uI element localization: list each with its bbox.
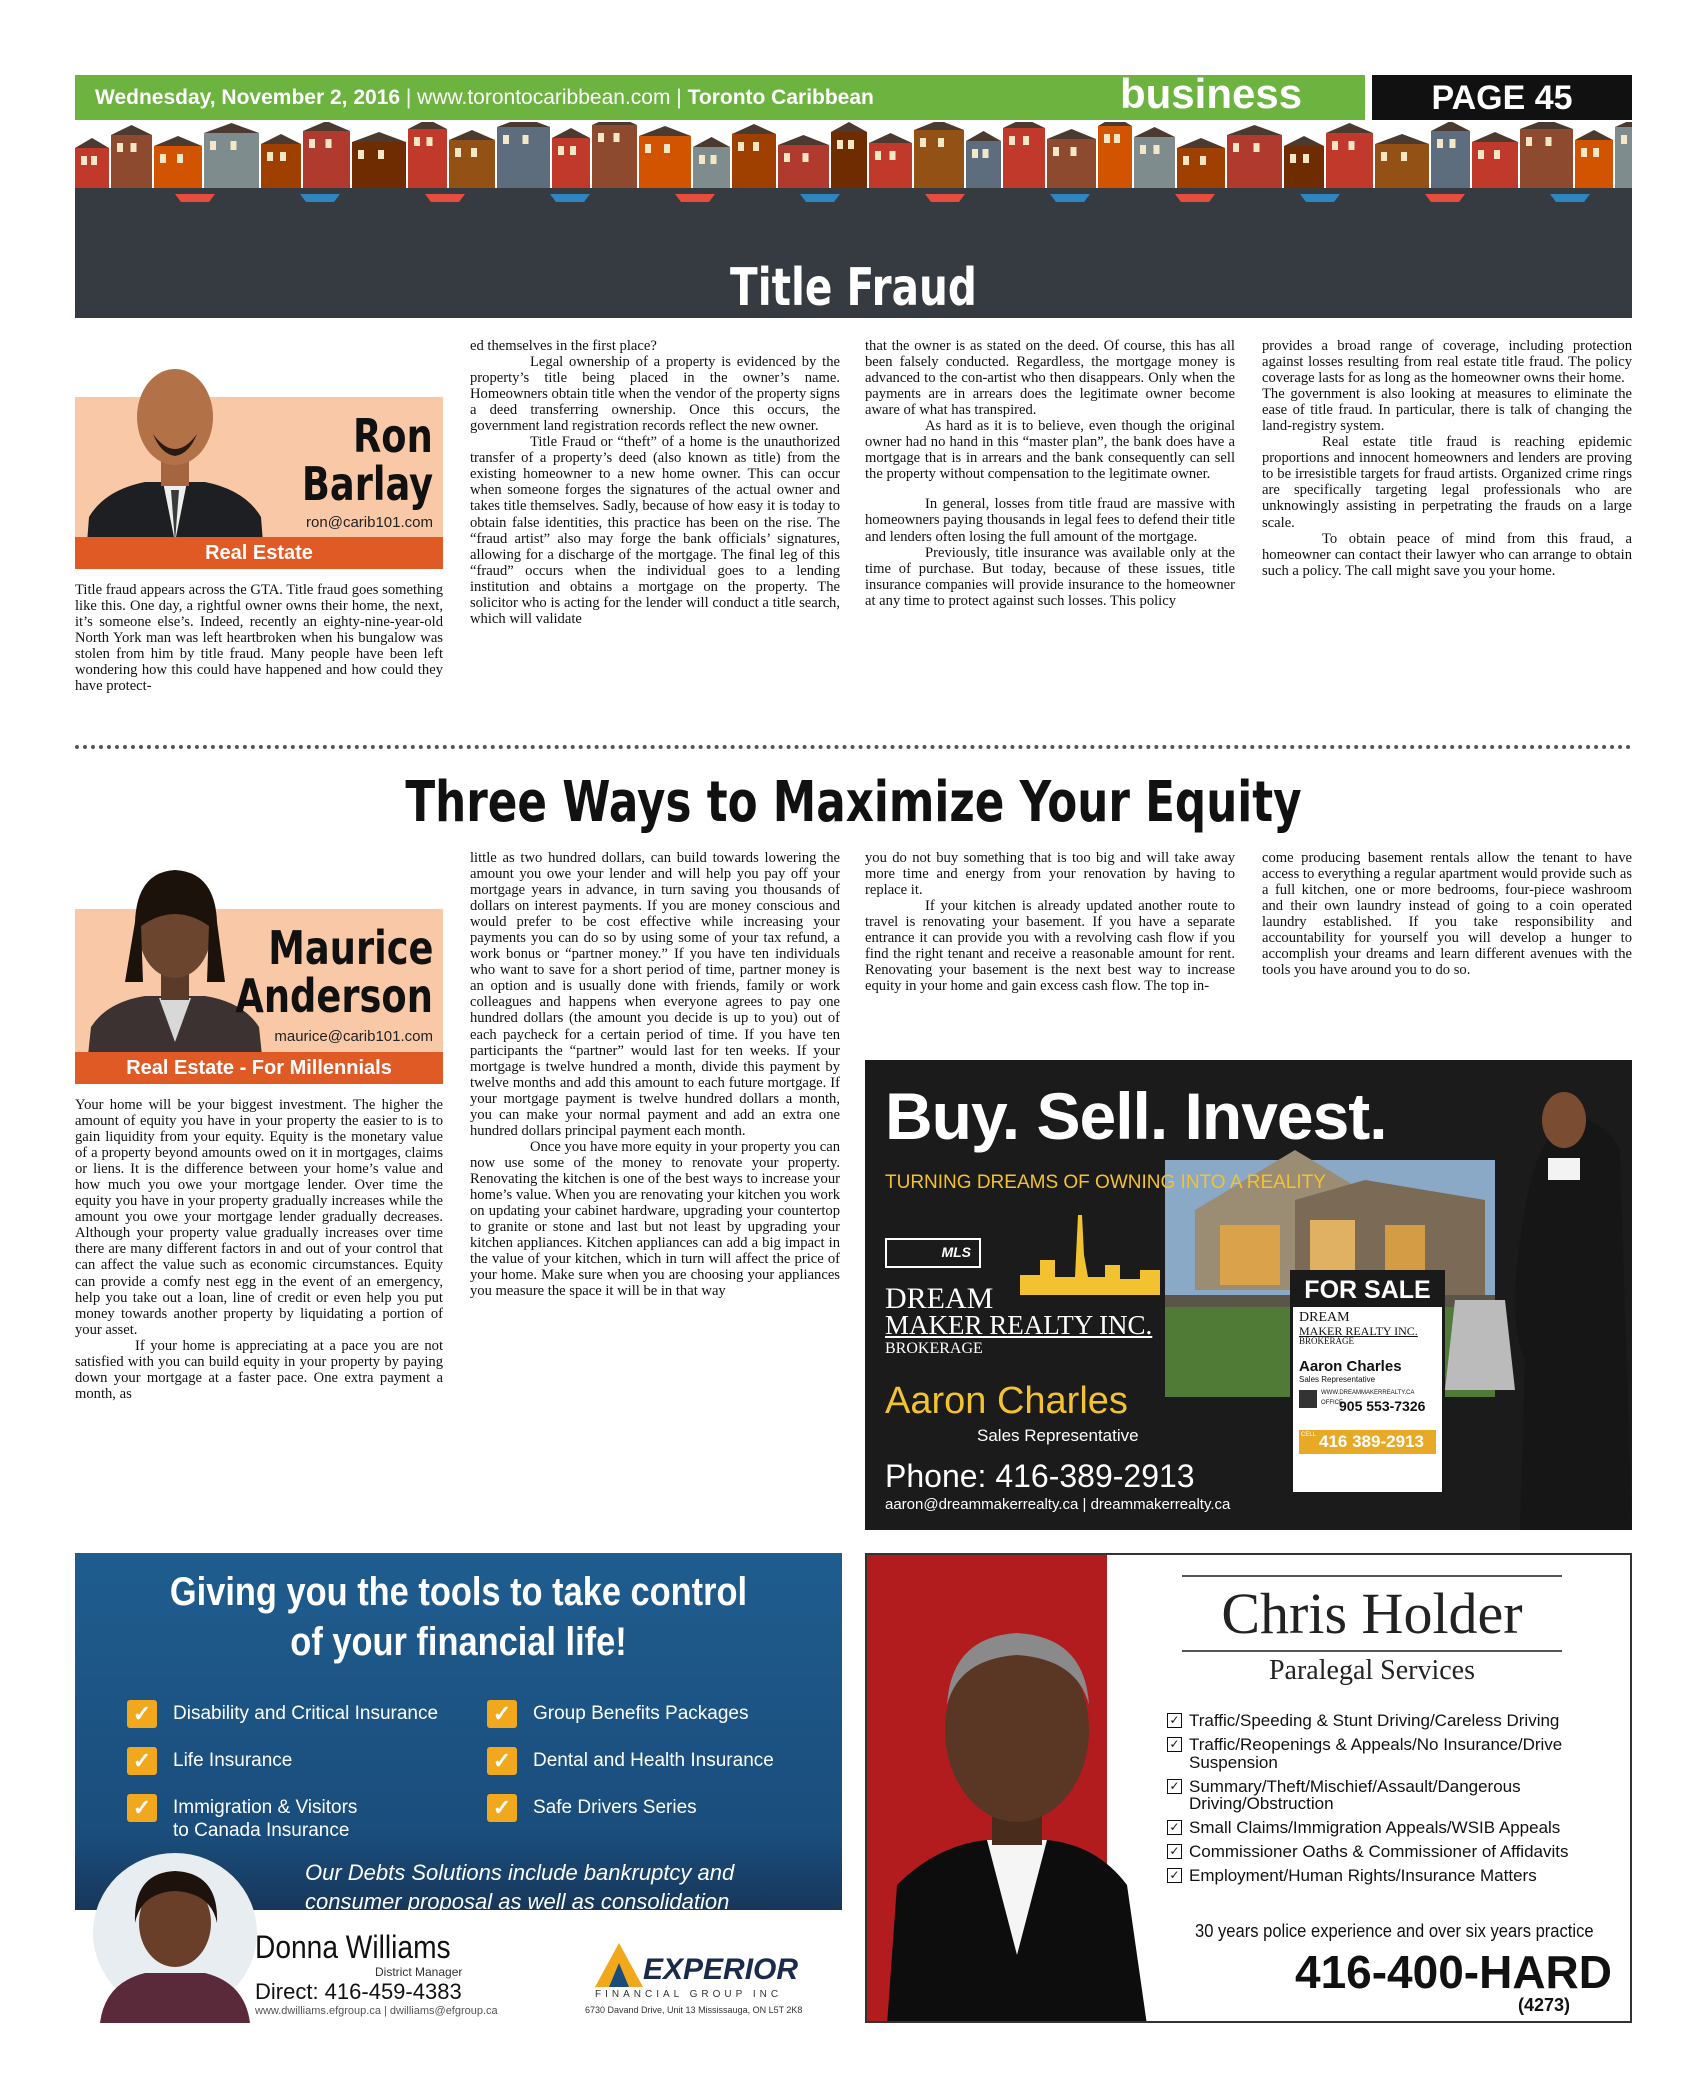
paragraph: provides a broad range of coverage, including protection against losses resulting from real estate title fraud. The policy coverage lasts for as long as the homeowner owns their home.	[1262, 338, 1632, 387]
agent-title: District Manager	[375, 1965, 463, 1979]
paragraph: In general, losses from title fraud are massive with homeowners paying thousands in legal fees to defend their title and lenders often losing the full amount of the mortgage.	[865, 496, 1235, 545]
mls-logo: MLS	[885, 1238, 981, 1268]
paragraph: If your home is appreciating at a pace you are not satisfied with you can build equity in your property by paying down your mortgage at a faster pace. One extra payment a month, as	[75, 1337, 443, 1402]
author-category-tag: Real Estate	[75, 537, 443, 569]
paragraph: Title fraud appears across the GTA. Title fraud goes something like this. One day, a rightful owner owns their home, the next, it’s someone else’s. Indeed, recently an eighty-nine-year-old North York man was left heartbroken when his bungalow was stolen from him by title fraud. Many people have been left wondering how this could have happened and how could they have protect-	[75, 582, 443, 695]
author-last-name: Anderson	[235, 969, 433, 1023]
author-email[interactable]: maurice@carib101.com	[274, 1028, 433, 1045]
paragraph: that the owner is as stated on the deed. Of course, this has all been falsely conducted. Regardless, the mortgage money is advanced to the con-artist who then disappears. Only when the payments are in arrears does the legitimate owner become aware of what has transpired.	[865, 338, 1235, 419]
article-title-maximize-equity: Three Ways to Maximize Your Equity	[405, 770, 1302, 835]
check-icon: ✓	[127, 1700, 157, 1728]
experience-line: 30 years police experience and over six years practice	[1195, 1921, 1594, 1941]
paragraph: ed themselves in the first place?	[470, 338, 657, 354]
agent-phone[interactable]: Phone: 416-389-2913	[885, 1458, 1195, 1494]
financial-services-advertisement[interactable]	[75, 1553, 842, 2023]
paragraph: Legal ownership of a property is evidenced by the property’s title being placed in the owner’s name. Homeowners obtain title when the vendor of the property signs a deed transferring ownership. Once this occurs, the government land registration records reflect the new owner.	[470, 354, 840, 435]
realty-advertisement[interactable]	[865, 1060, 1632, 1530]
author-first-name: Ron	[353, 409, 433, 463]
section-divider	[75, 745, 1632, 749]
for-sale-sign	[1290, 1270, 1445, 1495]
check-icon: ✓	[487, 1794, 517, 1822]
paragraph: Once you have more equity in your property you can now use some of the money to renovate your property. Renovating the kitchen is one of the best ways to increase your home’s value. When you are renovating your kitchen you work on updating your cabinet hardware, upgrading your countertop to granite or stone and last but not least by upgrading your kitchen appliances. Kitchen appliances can add a big impact in the value of your kitchen, which in turn will affect the price of your home. Make sure when you are choosing your appliances you measure the space it will be in that way	[470, 1138, 840, 1300]
sign-cell-phone: 416 389-2913	[1319, 1432, 1424, 1451]
author-last-name: Barlay	[301, 457, 433, 511]
agent-contact[interactable]: aaron@dreammakerrealty.ca | dreammakerrealty.ca	[885, 1496, 1231, 1513]
article-title-title-fraud: Title Fraud	[730, 258, 977, 318]
brand-subtitle: FINANCIAL GROUP INC	[595, 1989, 783, 2000]
author-email[interactable]: ron@carib101.com	[306, 514, 433, 531]
paragraph: The government is also looking at measures to eliminate the ease of title fraud. In particular, there is talk of changing the land-registry system.	[1262, 386, 1632, 435]
checkbox-icon: ✓	[1167, 1820, 1182, 1835]
service-item: ✓ Life Insurance	[127, 1747, 157, 1775]
publication-name: Toronto Caribbean	[687, 86, 874, 109]
qr-code-icon	[1299, 1390, 1317, 1408]
check-icon: ✓	[127, 1747, 157, 1775]
service-item: ✓ Traffic/Speeding & Stunt Driving/Careless Driving	[1167, 1712, 1607, 1730]
service-item: ✓ Summary/Theft/Mischief/Assault/Dangerous Driving/Obstruction	[1167, 1778, 1607, 1814]
debt-solutions-line-1: Our Debts Solutions include bankruptcy and	[305, 1860, 735, 1885]
article1-column-3	[865, 338, 1235, 609]
sign-company-2: MAKER REALTY INC.	[1299, 1324, 1418, 1338]
sign-agent: Aaron Charles	[1299, 1358, 1402, 1375]
service-item: ✓ Immigration & Visitors to Canada Insurance	[127, 1794, 157, 1822]
paralegal-phone-digits: (4273)	[1517, 1995, 1570, 2015]
agent-direct-phone[interactable]: Direct: 416-459-4383	[255, 1979, 462, 2004]
checkbox-icon: ✓	[1167, 1844, 1182, 1859]
check-icon: ✓	[127, 1794, 157, 1822]
service-item: ✓ Disability and Critical Insurance	[127, 1700, 157, 1728]
header-dateline: Wednesday, November 2, 2016 | www.torontocaribbean.com | Toronto Caribbean	[95, 86, 874, 109]
sign-company-3: BROKERAGE	[1299, 1336, 1355, 1346]
author-photo-maurice	[75, 852, 443, 1084]
company-name-line3: BROKERAGE	[885, 1340, 983, 1357]
sign-website: WWW.DREAMMAKERREALTY.CA	[1321, 1390, 1415, 1396]
author-first-name: Maurice	[267, 921, 433, 975]
paragraph: Your home will be your biggest investment. The higher the amount of equity you have in your property the easier to is to gain liquidity from your equity. Equity is the monetary value of a property beyond amounts owed on it in mortgages, claims or liens. It is the difference between your home’s value and how much you owe your mortgage lender. Over time the equity you have in your property gradually increases while the amount you owe your mortgage lender gradually decreases. Although your property value gradually increases over time there are many different factors in and out of your control that can affect the value such as economic circumstances. Equity can provide a comfy nest egg in the event of an emergency, help you take out a loan, line of credit or even help you put money towards another property by liquidating a portion of your asset.	[75, 1097, 443, 1338]
maurice-portrait	[75, 852, 275, 1084]
author-photo-ron	[75, 342, 443, 569]
checkbox-icon: ✓	[1167, 1868, 1182, 1883]
paragraph: you do not buy something that is too big and will take away more time and energy from your renovation by having to replace it.	[865, 850, 1235, 899]
service-item: ✓ Employment/Human Rights/Insurance Matters	[1167, 1867, 1607, 1885]
service-item: ✓ Commissioner Oaths & Commissioner of Affidavits	[1167, 1843, 1607, 1861]
paragraph: Real estate title fraud is reaching epidemic proportions and innocent homeowners and lenders are proving to be irresistible targets for fraud artists. Organized crime rings are specifically targeting legal professionals who are unknowingly assisting in perpetrating the frauds on a large scale.	[1262, 434, 1632, 531]
checkbox-icon: ✓	[1167, 1737, 1182, 1752]
article2-column-3	[865, 850, 1235, 994]
agent-name: Donna Williams	[255, 1929, 451, 1965]
section-name: business	[1120, 70, 1303, 117]
sign-role: Sales Representative	[1299, 1375, 1376, 1384]
article2-column-2	[470, 850, 840, 1299]
paragraph: As hard as it is to believe, even though the original owner had no hand in this “master plan”, the bank does have a mortgage that is in arrears and the bank consequently can sell the property without compensation to the legitimate owner.	[865, 418, 1235, 483]
chris-holder-portrait	[867, 1555, 1167, 2023]
toronto-skyline-logo	[1020, 1215, 1160, 1295]
article1-column-1	[75, 582, 443, 694]
checkbox-icon: ✓	[1167, 1713, 1182, 1728]
paragraph: come producing basement rentals allow the tenant to have access to everything a regular apartment would provide such as a full kitchen, one or more bedrooms, four-piece washroom and their own laundry instead of going to a coin operated laundry established. If you take responsibility and accountability for yourself you will develop a hunger to accomplish your dreams and learn different avenues with the tools you have around you to do so.	[1262, 850, 1632, 979]
checkbox-icon: ✓	[1167, 1779, 1182, 1794]
service-item: ✓ Safe Drivers Series	[487, 1794, 517, 1822]
article1-column-4	[1262, 338, 1632, 579]
paralegal-name: Chris Holder	[1221, 1581, 1523, 1646]
issue-date: Wednesday, November 2, 2016	[95, 86, 401, 109]
article2-column-1	[75, 1097, 443, 1402]
paragraph: Previously, title insurance was available only at the time of purchase. But today, because of these issues, title insurance companies will provide insurance to the homeowner at any time to protect against such losses. This policy	[865, 544, 1235, 609]
paragraph: If your kitchen is already updated another route to travel is renovating your basement. If you have a separate entrance it can provide you with a revolving cash flow if you find the right tenant and receive a reasonable amount for rent. Renovating your basement is the next best way to increase equity in your home and gain excess cash flow. The top in-	[865, 898, 1235, 995]
sign-title: FOR SALE	[1293, 1273, 1442, 1307]
paralegal-subtitle: Paralegal Services	[1268, 1655, 1476, 1686]
check-icon: ✓	[487, 1747, 517, 1775]
company-name-line2: MAKER REALTY INC.	[885, 1310, 1153, 1340]
paragraph: Title Fraud or “theft” of a home is the unauthorized transfer of a property’s deed (also known as title) from the existing homeowner to a new home owner. This can occur when someone forges the signatures of the actual owner and takes title themselves. Sadly, because of how easy it is today to obtain false identities, this practice has been on the rise. The “fraud artist” also may forge the bank officials’ signatures, allowing for a discharge of the mortgage. The final leg of this “fraud” occurs when the individual goes to a lending institution and obtains a mortgage on the property. The solicitor who is acting for the lender will conduct a title search, which will validate	[470, 434, 840, 627]
townhouse-banner	[75, 122, 1632, 208]
realty-headline: Buy. Sell. Invest.	[885, 1079, 1387, 1153]
sign-office-label: OFFICE	[1321, 1400, 1343, 1406]
sign-company-1: DREAM	[1299, 1310, 1350, 1325]
company-name-line1: DREAM	[885, 1282, 994, 1315]
paragraph: little as two hundred dollars, can build towards lowering the amount you owe your lender and will help you pay off your mortgage years in advance, in turn saving you thousands of dollars on interest payments. If you are money conscious and would prefer to be cost effective while increasing your payments you can do so by using some of your tax refund, a work bonus or “partner money.” If you have ten individuals who want to save for a short period of time, partner money is an option and is usually done with friends, family or work colleagues and happens when everyone agrees to pay one hundred dollars (the amount you decide is up to you) out of each paycheck for a certain period of time. If you have ten participants the “partner” would last for ten weeks. If your mortgage is twelve hundred a month, divide this payment by twelve months and add this amount to each future mortgage. If your mortgage payment is twelve hundred dollars a month, you can make your normal payment and add an extra one hundred dollars principal payment each month.	[470, 850, 840, 1139]
financial-headline-2: of your financial life!	[290, 1620, 627, 1664]
agent-name: Aaron Charles	[885, 1380, 1128, 1422]
article1-column-2	[470, 338, 840, 627]
donna-portrait	[75, 1833, 275, 2023]
service-item: ✓ Small Claims/Immigration Appeals/WSIB Appeals	[1167, 1819, 1607, 1837]
brand-address: 6730 Davand Drive, Unit 13 Mississauga, ON L5T 2K8	[585, 2005, 803, 2015]
article2-column-4	[1262, 850, 1632, 978]
realty-tagline: TURNING DREAMS OF OWNING INTO A REALITY	[885, 1172, 1326, 1193]
website-link[interactable]: www.torontocaribbean.com	[417, 86, 671, 109]
service-item: ✓ Dental and Health Insurance	[487, 1747, 517, 1775]
agent-role: Sales Representative	[977, 1426, 1139, 1445]
agent-web[interactable]: www.dwilliams.efgroup.ca | dwilliams@efgroup.ca	[255, 2005, 498, 2017]
experior-logo-icon	[595, 1943, 643, 1987]
paralegal-phone[interactable]: 416-400-HARD	[1294, 1946, 1612, 1998]
paralegal-advertisement[interactable]	[865, 1553, 1632, 2023]
check-icon: ✓	[487, 1700, 517, 1728]
debt-solutions-line-2: consumer proposal as well as consolidation	[305, 1888, 730, 1914]
paragraph: To obtain peace of mind from this fraud, a homeowner can contact their lawyer who can arrange to obtain such a policy. The call might save you your home.	[1262, 530, 1632, 579]
brand-name: EXPERIOR	[643, 1953, 799, 1986]
ron-portrait	[75, 342, 275, 569]
author-category-tag: Real Estate - For Millennials	[75, 1052, 443, 1084]
sign-office-phone: 905 553-7326	[1339, 1398, 1426, 1414]
services-list	[1167, 1712, 1607, 1891]
service-item: ✓ Group Benefits Packages	[487, 1700, 517, 1728]
page-number: PAGE 45	[1372, 75, 1632, 120]
sign-cell-label: CELL	[1301, 1432, 1317, 1438]
financial-headline-1: Giving you the tools to take control	[169, 1570, 748, 1614]
service-item: ✓ Traffic/Reopenings & Appeals/No Insurance/Drive Suspension	[1167, 1736, 1607, 1772]
